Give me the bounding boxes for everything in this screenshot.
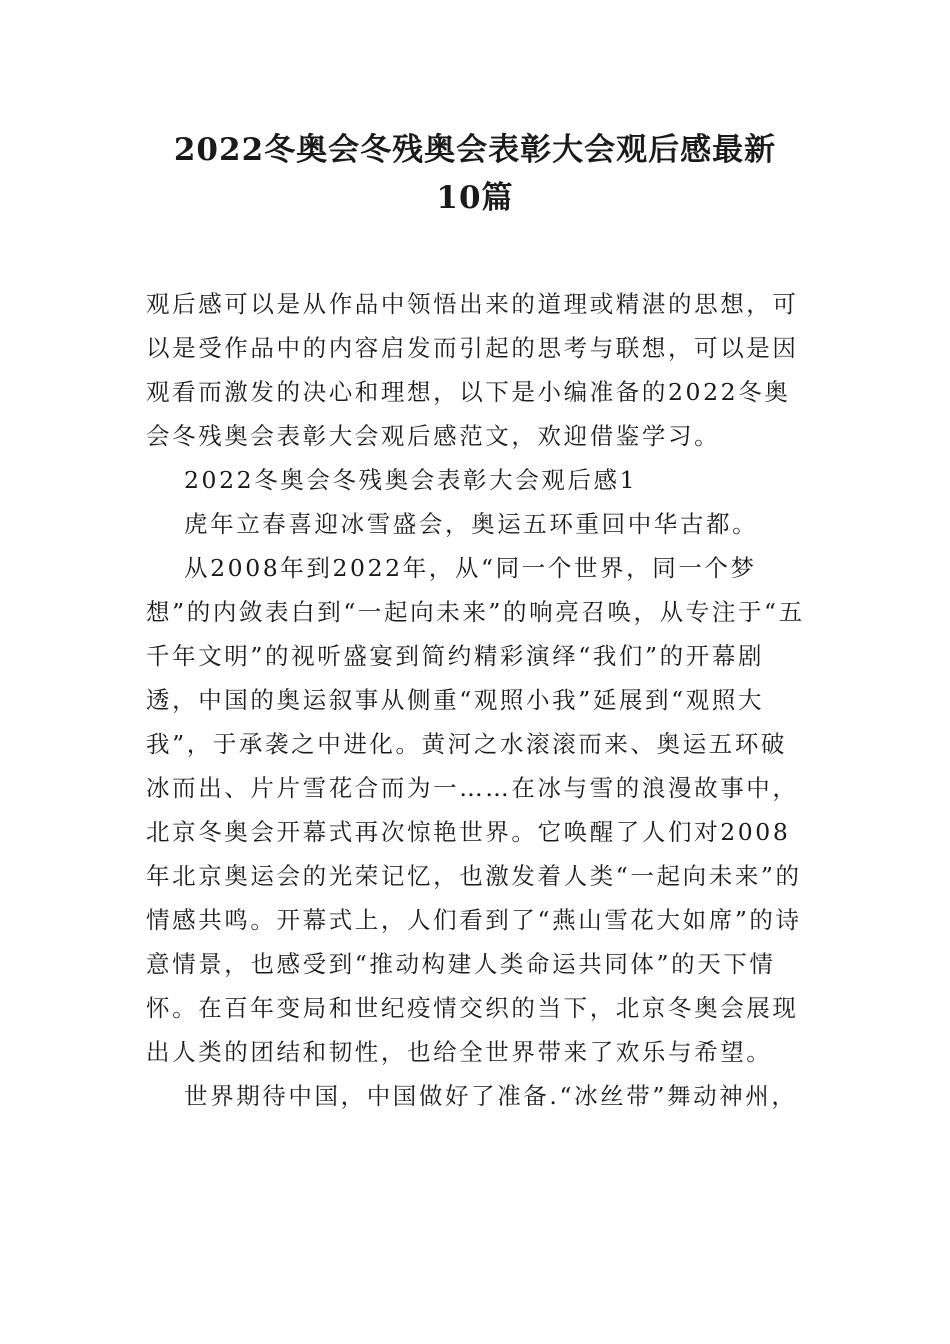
document-body — [146, 282, 810, 1118]
body-paragraph: 虎年立春喜迎冰雪盛会，奥运五环重回中华古都。 — [184, 510, 759, 538]
body-paragraph: 从2008年到2022年，从“同一个世界，同一个梦想”的内敛表白到“一起向未来”的响亮召唤，从专注于“五千年文明”的视听盛宴到简约精彩演绎“我们”的开幕剧透，中国的奥运叙事从侧重“观照小我”延展到“观照大我”，于承袭之中进化。黄河之水滚滚而来、奥运五环破冰而出、片片雪花合而为一……在冰与雪的浪漫故事中，北京冬奥会开幕式再次惊艳世界。它唤醒了人们对2008年北京奥运会的光荣记忆，也激发着人类“一起向未来”的情感共鸣。开幕式上，人们看到了“燕山雪花大如席”的诗意情景，也感受到“推动构建人类命运共同体”的天下情怀。在百年变局和世纪疫情交织的当下，北京冬奥会展现出人类的团结和韧性，也给全世界带来了欢乐与希望。 — [146, 554, 805, 1066]
document-title — [100, 126, 850, 222]
body-paragraph: 世界期待中国，中国做好了准备.“冰丝带”舞动神州， — [184, 1082, 798, 1110]
intro-paragraph: 观后感可以是从作品中领悟出来的道理或精湛的思想，可以是受作品中的内容启发而引起的思考与联想，可以是因观看而激发的决心和理想，以下是小编准备的2022冬奥会冬残奥会表彰大会观后感范文，欢迎借鉴学习。 — [146, 290, 799, 450]
title-line-2: 10篇 — [436, 180, 514, 216]
section-heading: 2022冬奥会冬残奥会表彰大会观后感1 — [184, 466, 638, 494]
title-line-1: 2022冬奥会冬残奥会表彰大会观后感最新 — [173, 132, 777, 168]
